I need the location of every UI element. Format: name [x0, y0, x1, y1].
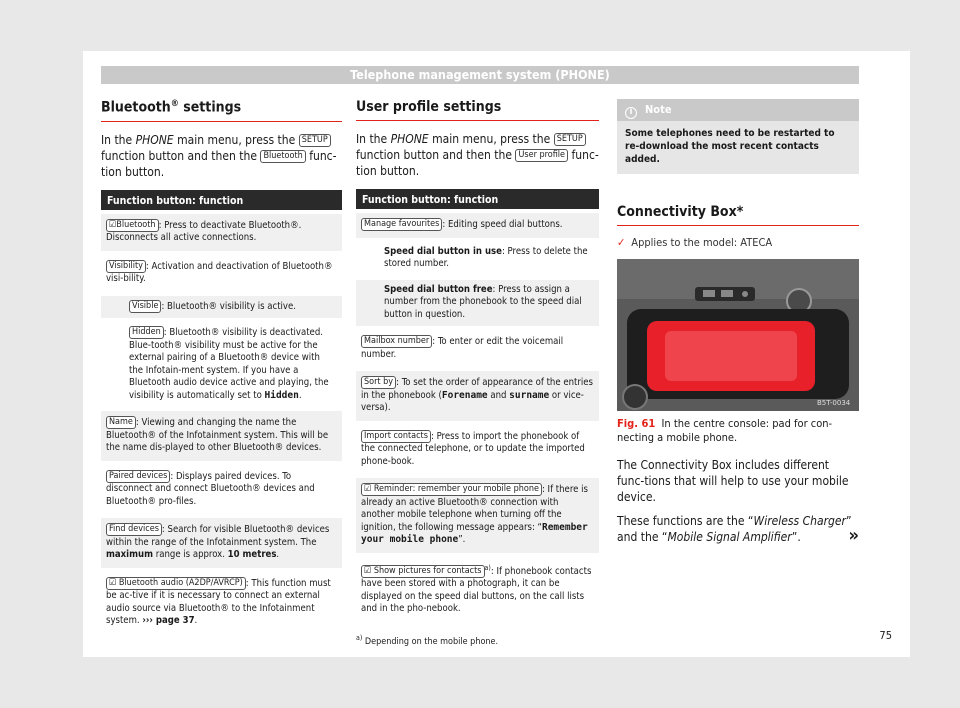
applies-to: ✓ Applies to the model: ATECA	[617, 236, 773, 249]
user-profile-button: User profile	[515, 149, 568, 162]
bluetooth-settings-column	[101, 99, 342, 634]
user-profile-intro: In the PHONE main menu, press the SETUP function button and then the User profile func-tion button.	[356, 132, 599, 178]
table-row: ☑ Reminder: remember your mobile phone : If there is already an active Bluetooth® connection with another mobile telephone when turning off the ignition, the following message appears: “Remember your mobile phone”.	[356, 474, 599, 553]
table-row: Name : Viewing and changing the name the Bluetooth® of the Infotainment system. This will be the name dis-played to other Bluetooth® devices.	[101, 407, 342, 461]
table-row: Import contacts : Press to import the phonebook of the connected telephone, or to update the imported phone-book.	[356, 421, 599, 475]
function-button: ☑ Reminder: remember your mobile phone	[361, 483, 542, 496]
table-row: Sort by : To set the order of appearance of the entries in the phonebook (Forename and surname or vice-versa).	[356, 367, 599, 421]
page-number: 75	[879, 629, 892, 642]
bluetooth-intro: In the PHONE main menu, press the SETUP function button and then the Bluetooth func-tion button.	[101, 132, 337, 179]
centre-console-photo	[617, 259, 859, 411]
table-row: Manage favourites : Editing speed dial buttons.	[356, 209, 599, 238]
note-text: Some telephones need to be restarted to re-download the most recent contacts added.	[625, 128, 835, 165]
photo-code: B5T-0034	[817, 399, 851, 407]
connectivity-body-1: The Connectivity Box includes different func-tions that will help to use your mobile device.	[617, 458, 849, 504]
table-row: Find devices : Search for visible Bluetooth® devices within the range of the Infotainment system. The maximum range is approx. 10 metres.	[101, 514, 342, 568]
bluetooth-function-table	[101, 190, 342, 634]
function-button: Sort by	[361, 376, 396, 389]
table-row: Paired devices : Displays paired devices. To disconnect and connect Bluetooth® devices and Bluetooth® pro-files.	[101, 461, 342, 515]
footnote: $^{a)}$ Depending on the mobile phone.	[356, 633, 499, 647]
table-subrow: Hidden : Bluetooth® visibility is deactivated. Blue-tooth® visibility must be active for the external pairing of a Bluetooth® device with the Infotain-ment system. If you have a Bluetooth audio device active and playing, the visibility is automatically set to Hidden.	[101, 318, 342, 407]
function-button: ☑ Show pictures for contacts	[361, 565, 485, 578]
setup-button: SETUP	[299, 134, 331, 147]
table-row: Visibility : Activation and deactivation of Bluetooth® visi-bility.	[101, 251, 342, 292]
user-profile-title: User profile settings	[356, 99, 599, 121]
user-profile-column	[356, 99, 599, 647]
table-subrow: Visible : Bluetooth® visibility is active.	[101, 292, 342, 319]
table-subrow: Speed dial button free: Press to assign a number from the phonebook to the speed dial button in question.	[356, 276, 599, 327]
console-illustration	[617, 259, 859, 411]
continued-icon: »	[848, 525, 859, 546]
figure-caption: Fig. 61 In the centre console: pad for con-necting a mobile phone.	[617, 417, 833, 444]
table-row: ☑ Show pictures for contacts $^{a)}$: If phonebook contacts have been stored with a photograph, it can be displayed on the speed dial buttons, on the call lists and in the pho-nebook.	[356, 553, 599, 622]
page-link[interactable]: ››› page 37	[142, 615, 195, 627]
info-icon: i	[625, 107, 637, 119]
connectivity-body-2: These functions are the “Wireless Charger” and the “Mobile Signal Amplifier”. »	[617, 514, 859, 546]
table-row: ☑Bluetooth : Press to deactivate Bluetooth®. Disconnects all active connections.	[101, 210, 342, 251]
function-button: ☑ Bluetooth audio (A2DP/AVRCP)	[106, 577, 246, 590]
function-button: Import contacts	[361, 430, 431, 443]
function-button: Visibility	[106, 260, 146, 273]
table-header: Function button: function	[101, 190, 342, 210]
table-subrow: Speed dial button in use: Press to delete the stored number.	[356, 238, 599, 276]
setup-button: SETUP	[554, 133, 586, 146]
user-profile-function-table	[356, 189, 599, 622]
check-icon: ✓	[617, 236, 626, 249]
function-button: Find devices	[106, 523, 162, 536]
note-header: i Note	[617, 99, 859, 121]
function-button: Visible	[129, 300, 161, 313]
table-row: ☑ Bluetooth audio (A2DP/AVRCP) : This function must be ac-tive if it is necessary to connect an external audio source via Bluetooth® to the Infotainment system. ››› page 37.	[101, 568, 342, 634]
note-box	[617, 99, 859, 174]
function-button: Name	[106, 416, 136, 429]
table-header: Function button: function	[356, 189, 599, 209]
connectivity-column	[617, 99, 859, 553]
page-header: Telephone management system (PHONE)	[101, 66, 859, 84]
function-button: Paired devices	[106, 470, 170, 483]
function-button: Hidden	[129, 326, 164, 339]
bluetooth-settings-title: Bluetooth® settings	[101, 99, 342, 122]
table-row: Mailbox number : To enter or edit the voicemail number.	[356, 326, 599, 367]
function-button: ☑Bluetooth	[106, 219, 159, 232]
bluetooth-button: Bluetooth	[260, 150, 305, 163]
manual-page	[83, 51, 910, 657]
function-button: Mailbox number	[361, 335, 432, 348]
function-button: Manage favourites	[361, 218, 442, 231]
connectivity-box-title: Connectivity Box*	[617, 204, 859, 226]
